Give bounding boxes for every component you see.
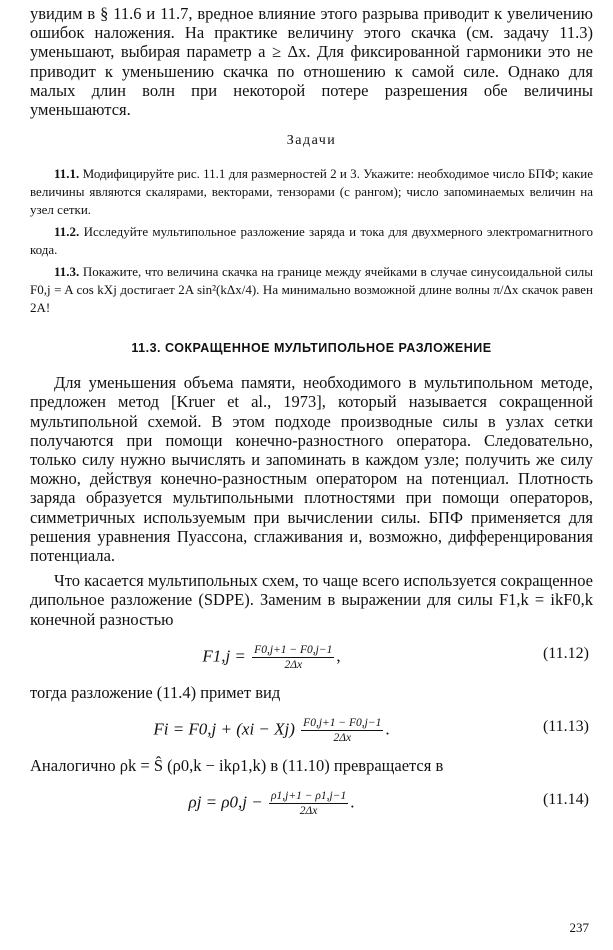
problem-item [30, 223, 593, 259]
problem-item [30, 263, 593, 317]
equation-11-14 [30, 781, 593, 823]
equation-tail: . [385, 719, 390, 739]
equation-number: (11.13) [542, 718, 589, 736]
problem-text: Исследуйте мультипольное разложение заряда и тока для двухмерного электромагнитного кода. [30, 224, 594, 258]
fraction-numerator: F0,j+1 − F0,j−1 [303, 717, 382, 730]
equation-tail: , [336, 646, 341, 666]
problems-title: Задачи [286, 133, 337, 149]
section-title: 11.3. СОКРАЩЕННОЕ МУЛЬТИПОЛЬНОЕ РАЗЛОЖЕНИЕ [131, 341, 492, 356]
equation-lhs: ρj = ρ0,j − [188, 792, 263, 812]
problem-text: Модифицируйте рис. 11.1 для размерностей 2 и 3. Укажите: необходимое число БПФ; какие величины являются скалярами, векторами, тензорами (с рангом); число запоминаемых величин на узел сетки. [30, 166, 594, 218]
equation-11-12 [30, 635, 593, 677]
page-number: 237 [569, 920, 589, 935]
problem-number: 11.3. [54, 264, 80, 280]
fraction-numerator: F0,j+1 − F0,j−1 [254, 643, 333, 656]
equation-lhs: F1,j = [202, 646, 246, 666]
problem-item [30, 165, 593, 219]
fraction [269, 789, 348, 818]
text-between-equations: тогда разложение (11.4) примет вид [30, 682, 281, 702]
fraction-numerator: ρ1,j+1 − ρ1,j−1 [271, 790, 347, 803]
equation-number: (11.12) [542, 644, 589, 662]
fraction-denominator: 2Δx [299, 805, 318, 818]
body-paragraph: Что касается мультипольных схем, то чаще всего используется сокращенное дипольное разложение (SDPE). Заменим в выражении для силы F1,k = ikF0,k конечной разностью [30, 571, 593, 629]
equation-tail: . [350, 792, 355, 812]
fraction [301, 716, 383, 745]
body-paragraph: Для уменьшения объема памяти, необходимого в мультипольном методе, предложен метод [Kruer et al., 1973], который называется сокращенной мультипольной схемой. В этом подходе производные силы в узлах сетки получаются при помощи конечно-разностного оператора. Следовательно, только силу нужно вычислять и запоминать в каждом узле; получить же силу можно, действуя конечно-разностным оператором на потенциал. Плотность заряда образуется мультипольными плотностями при помощи операторов, симметричных используемым при вычислении силы. БПФ применяется для решения уравнения Пуассона, сглаживания и, возможно, дифференцирования потенциала. [30, 373, 593, 566]
problem-number: 11.2. [54, 224, 80, 240]
equation-number: (11.14) [542, 791, 589, 809]
equation-11-13 [30, 708, 593, 750]
problem-text: Покажите, что величина скачка на границе между ячейками в случае синусоидальной силы F0,j = A cos kXj достигает 2A sin²(kΔx/4). На минимально возможной длине волны π/Δx скачок равен 2A! [30, 264, 594, 316]
problem-number: 11.1. [54, 166, 80, 182]
fraction-denominator: 2Δx [284, 658, 303, 671]
intro-paragraph: увидим в § 11.6 и 11.7, вредное влияние этого разрыва приводит к увеличению ошибок наложения. На практике величину этого скачка (см. задачу 11.3) уменьшают, выбирая параметр a ≥ Δx. Для фиксированной гармоники это не приводит к уменьшению скачка по отношению к самой силе. Однако для малых длин волн при некоторой потере разрешения обе величины уменьшаются. [30, 4, 593, 120]
equation-lhs: Fi = F0,j + (xi − Xj) [153, 719, 295, 739]
text-between-equations: Аналогично ρk = Ŝ (ρ0,k − ikρ1,k) в (11.10) превращается в [30, 756, 444, 776]
fraction [252, 643, 334, 672]
fraction-denominator: 2Δx [333, 732, 352, 745]
